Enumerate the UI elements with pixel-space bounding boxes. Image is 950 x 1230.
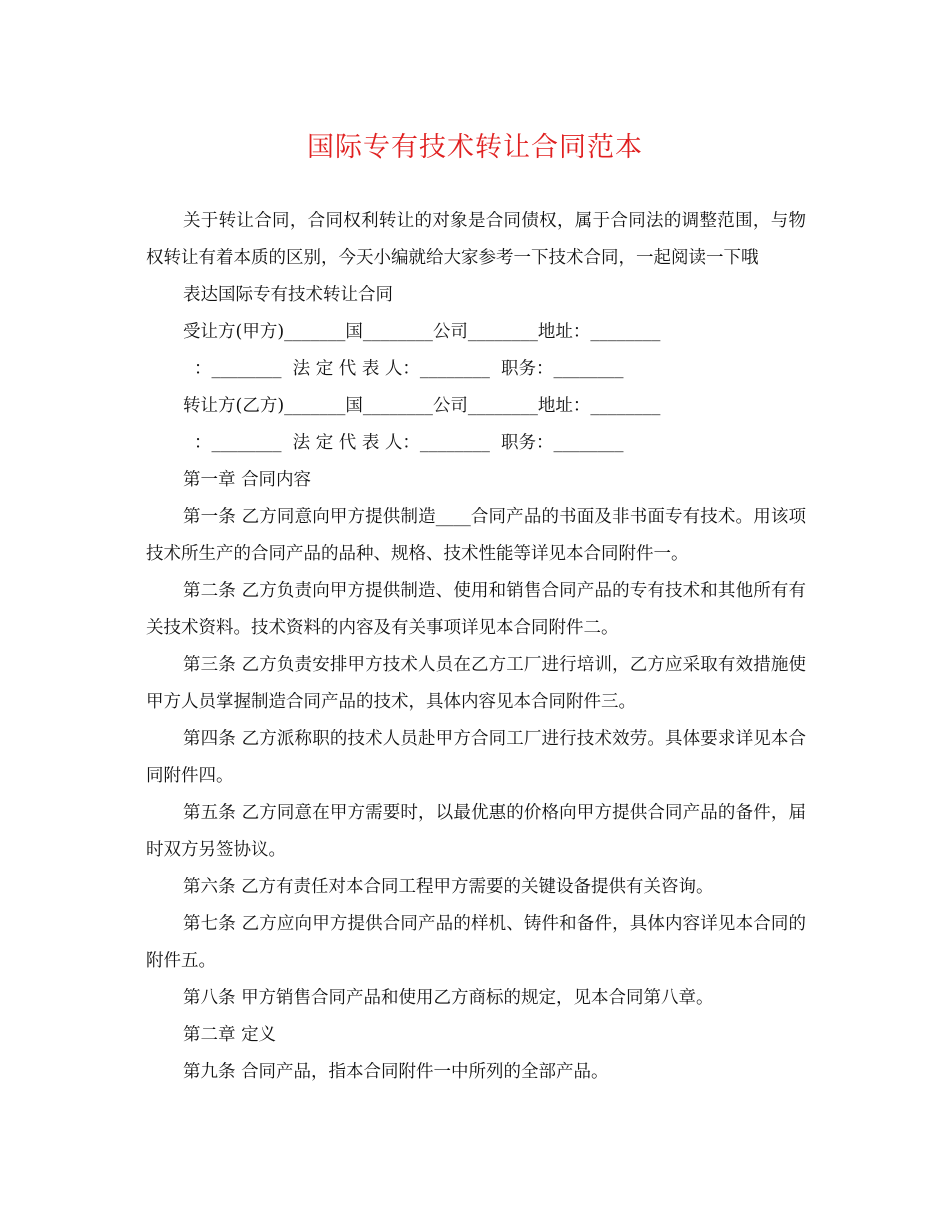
article-7: 第七条 乙方应向甲方提供合同产品的样机、铸件和备件，具体内容详见本合同的附件五。 — [146, 914, 806, 971]
document-title: 国际专有技术转让合同范本 — [307, 132, 643, 163]
article-2: 第二条 乙方负责向甲方提供制造、使用和销售合同产品的专有技术和其他所有有关技术资料。技术资料的内容及有关事项详见本合同附件二。 — [146, 581, 806, 638]
article-8: 第八条 甲方销售合同产品和使用乙方商标的规定，见本合同第八章。 — [183, 988, 714, 1008]
party-b-representative-line: ：________ 法 定 代 表 人：________ 职务：________ — [194, 433, 624, 453]
party-a-line: 受让方(甲方)_______国________公司________地址：________ — [183, 322, 661, 342]
party-b-line: 转让方(乙方)_______国________公司________地址：________ — [183, 396, 661, 416]
party-a-representative-line: ：________ 法 定 代 表 人：________ 职务：________ — [194, 359, 624, 379]
document-body — [146, 203, 806, 1091]
chapter-heading-2: 第二章 定义 — [183, 1025, 277, 1045]
article-4: 第四条 乙方派称职的技术人员赴甲方合同工厂进行技术效劳。具体要求详见本合同附件四。 — [146, 729, 806, 786]
intro-paragraph: 关于转让合同，合同权利转让的对象是合同债权，属于合同法的调整范围，与物权转让有着本质的区别，今天小编就给大家参考一下技术合同，一起阅读一下哦 — [146, 211, 806, 268]
article-1: 第一条 乙方同意向甲方提供制造____合同产品的书面及非书面专有技术。用该项技术所生产的合同产品的品种、规格、技术性能等详见本合同附件一。 — [146, 507, 806, 564]
article-3: 第三条 乙方负责安排甲方技术人员在乙方工厂进行培训，乙方应采取有效措施使甲方人员掌握制造合同产品的技术，具体内容见本合同附件三。 — [146, 655, 806, 712]
contract-heading: 表达国际专有技术转让合同 — [183, 285, 393, 305]
article-6: 第六条 乙方有责任对本合同工程甲方需要的关键设备提供有关咨询。 — [183, 877, 714, 897]
chapter-heading-1: 第一章 合同内容 — [183, 470, 312, 490]
article-5: 第五条 乙方同意在甲方需要时，以最优惠的价格向甲方提供合同产品的备件，届时双方另签协议。 — [146, 803, 806, 860]
article-9: 第九条 合同产品，指本合同附件一中所列的全部产品。 — [183, 1062, 609, 1082]
